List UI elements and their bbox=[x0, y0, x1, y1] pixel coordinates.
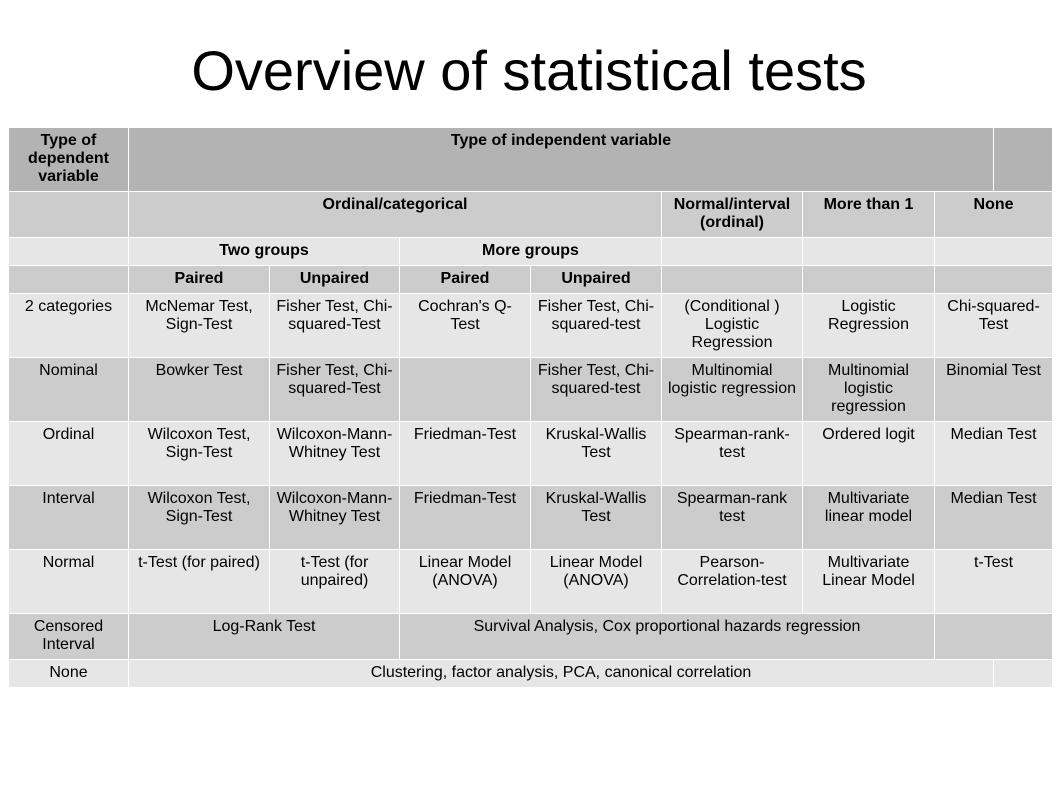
table-cell: Ordered logit bbox=[803, 422, 935, 486]
table-cell: Wilcoxon-Mann-Whitney Test bbox=[270, 422, 400, 486]
table-row bbox=[9, 550, 1053, 614]
empty-cell bbox=[803, 266, 935, 294]
slide-title: Overview of statistical tests bbox=[191, 39, 867, 102]
table-cell: Fisher Test, Chi-squared-Test bbox=[270, 358, 400, 422]
table-cell: Pearson-Correlation-test bbox=[662, 550, 803, 614]
header-row-4 bbox=[9, 266, 1053, 294]
table-cell: Multinomial logistic regression bbox=[662, 358, 803, 422]
row-label: Censored Interval bbox=[9, 614, 129, 660]
table-cell: Wilcoxon-Mann-Whitney Test bbox=[270, 486, 400, 550]
table-cell: Clustering, factor analysis, PCA, canonical correlation bbox=[129, 660, 994, 688]
table-row bbox=[9, 422, 1053, 486]
unpaired-header: Unpaired bbox=[270, 266, 400, 294]
table-cell: Kruskal-Wallis Test bbox=[531, 486, 662, 550]
table-row bbox=[9, 660, 1053, 688]
table-cell: Wilcoxon Test, Sign-Test bbox=[129, 422, 270, 486]
empty-cell bbox=[662, 238, 803, 266]
table-row bbox=[9, 486, 1053, 550]
table-cell: (Conditional ) Logistic Regression bbox=[662, 294, 803, 358]
empty-cell bbox=[662, 266, 803, 294]
empty-cell bbox=[935, 266, 1053, 294]
table-cell: t-Test bbox=[935, 550, 1053, 614]
table-cell: Bowker Test bbox=[129, 358, 270, 422]
dependent-variable-header: Type of dependent variable bbox=[9, 128, 129, 192]
table-cell: Friedman-Test bbox=[400, 422, 531, 486]
table-cell: Multinomial logistic regression bbox=[803, 358, 935, 422]
table-cell: McNemar Test, Sign-Test bbox=[129, 294, 270, 358]
table-cell: Wilcoxon Test, Sign-Test bbox=[129, 486, 270, 550]
none-header: None bbox=[935, 192, 1053, 238]
empty-cell bbox=[9, 238, 129, 266]
header-row-2 bbox=[9, 192, 1053, 238]
independent-variable-header: Type of independent variable bbox=[129, 128, 994, 192]
two-groups-header: Two groups bbox=[129, 238, 400, 266]
empty-cell bbox=[935, 614, 1053, 660]
table-cell: Linear Model (ANOVA) bbox=[531, 550, 662, 614]
table-cell: Fisher Test, Chi-squared-test bbox=[531, 358, 662, 422]
header-row-1 bbox=[9, 128, 1053, 192]
table-cell: Cochran's Q-Test bbox=[400, 294, 531, 358]
row-label: Normal bbox=[9, 550, 129, 614]
empty-cell bbox=[994, 660, 1053, 688]
row-label: Interval bbox=[9, 486, 129, 550]
table-cell: Chi-squared-Test bbox=[935, 294, 1053, 358]
paired-header: Paired bbox=[400, 266, 531, 294]
table-row bbox=[9, 614, 1053, 660]
table-cell: Binomial Test bbox=[935, 358, 1053, 422]
empty-cell bbox=[9, 266, 129, 294]
empty-cell bbox=[994, 128, 1053, 192]
unpaired-header: Unpaired bbox=[531, 266, 662, 294]
row-label: Nominal bbox=[9, 358, 129, 422]
empty-cell bbox=[935, 238, 1053, 266]
table-cell: Friedman-Test bbox=[400, 486, 531, 550]
table-cell: Multivariate linear model bbox=[803, 486, 935, 550]
table-cell: Linear Model (ANOVA) bbox=[400, 550, 531, 614]
statistical-tests-table bbox=[8, 127, 1053, 688]
row-label: None bbox=[9, 660, 129, 688]
table-cell: Logistic Regression bbox=[803, 294, 935, 358]
normal-interval-header: Normal/interval (ordinal) bbox=[662, 192, 803, 238]
table-cell: Kruskal-Wallis Test bbox=[531, 422, 662, 486]
table-cell: Median Test bbox=[935, 422, 1053, 486]
table-row bbox=[9, 358, 1053, 422]
table-cell: Fisher Test, Chi-squared-test bbox=[531, 294, 662, 358]
row-label: Ordinal bbox=[9, 422, 129, 486]
table-row bbox=[9, 294, 1053, 358]
table-cell: Survival Analysis, Cox proportional hazards regression bbox=[400, 614, 935, 660]
table-cell: t-Test (for unpaired) bbox=[270, 550, 400, 614]
header-row-3 bbox=[9, 238, 1053, 266]
table-cell: Median Test bbox=[935, 486, 1053, 550]
empty-cell bbox=[803, 238, 935, 266]
table-cell: Log-Rank Test bbox=[129, 614, 400, 660]
table-cell: Spearman-rank-test bbox=[662, 422, 803, 486]
empty-cell bbox=[9, 192, 129, 238]
table-cell: t-Test (for paired) bbox=[129, 550, 270, 614]
more-than-1-header: More than 1 bbox=[803, 192, 935, 238]
table-cell bbox=[400, 358, 531, 422]
paired-header: Paired bbox=[129, 266, 270, 294]
more-groups-header: More groups bbox=[400, 238, 662, 266]
table-cell: Multivariate Linear Model bbox=[803, 550, 935, 614]
row-label: 2 categories bbox=[9, 294, 129, 358]
table-cell: Fisher Test, Chi-squared-Test bbox=[270, 294, 400, 358]
ordinal-categorical-header: Ordinal/categorical bbox=[129, 192, 662, 238]
table-cell: Spearman-rank test bbox=[662, 486, 803, 550]
